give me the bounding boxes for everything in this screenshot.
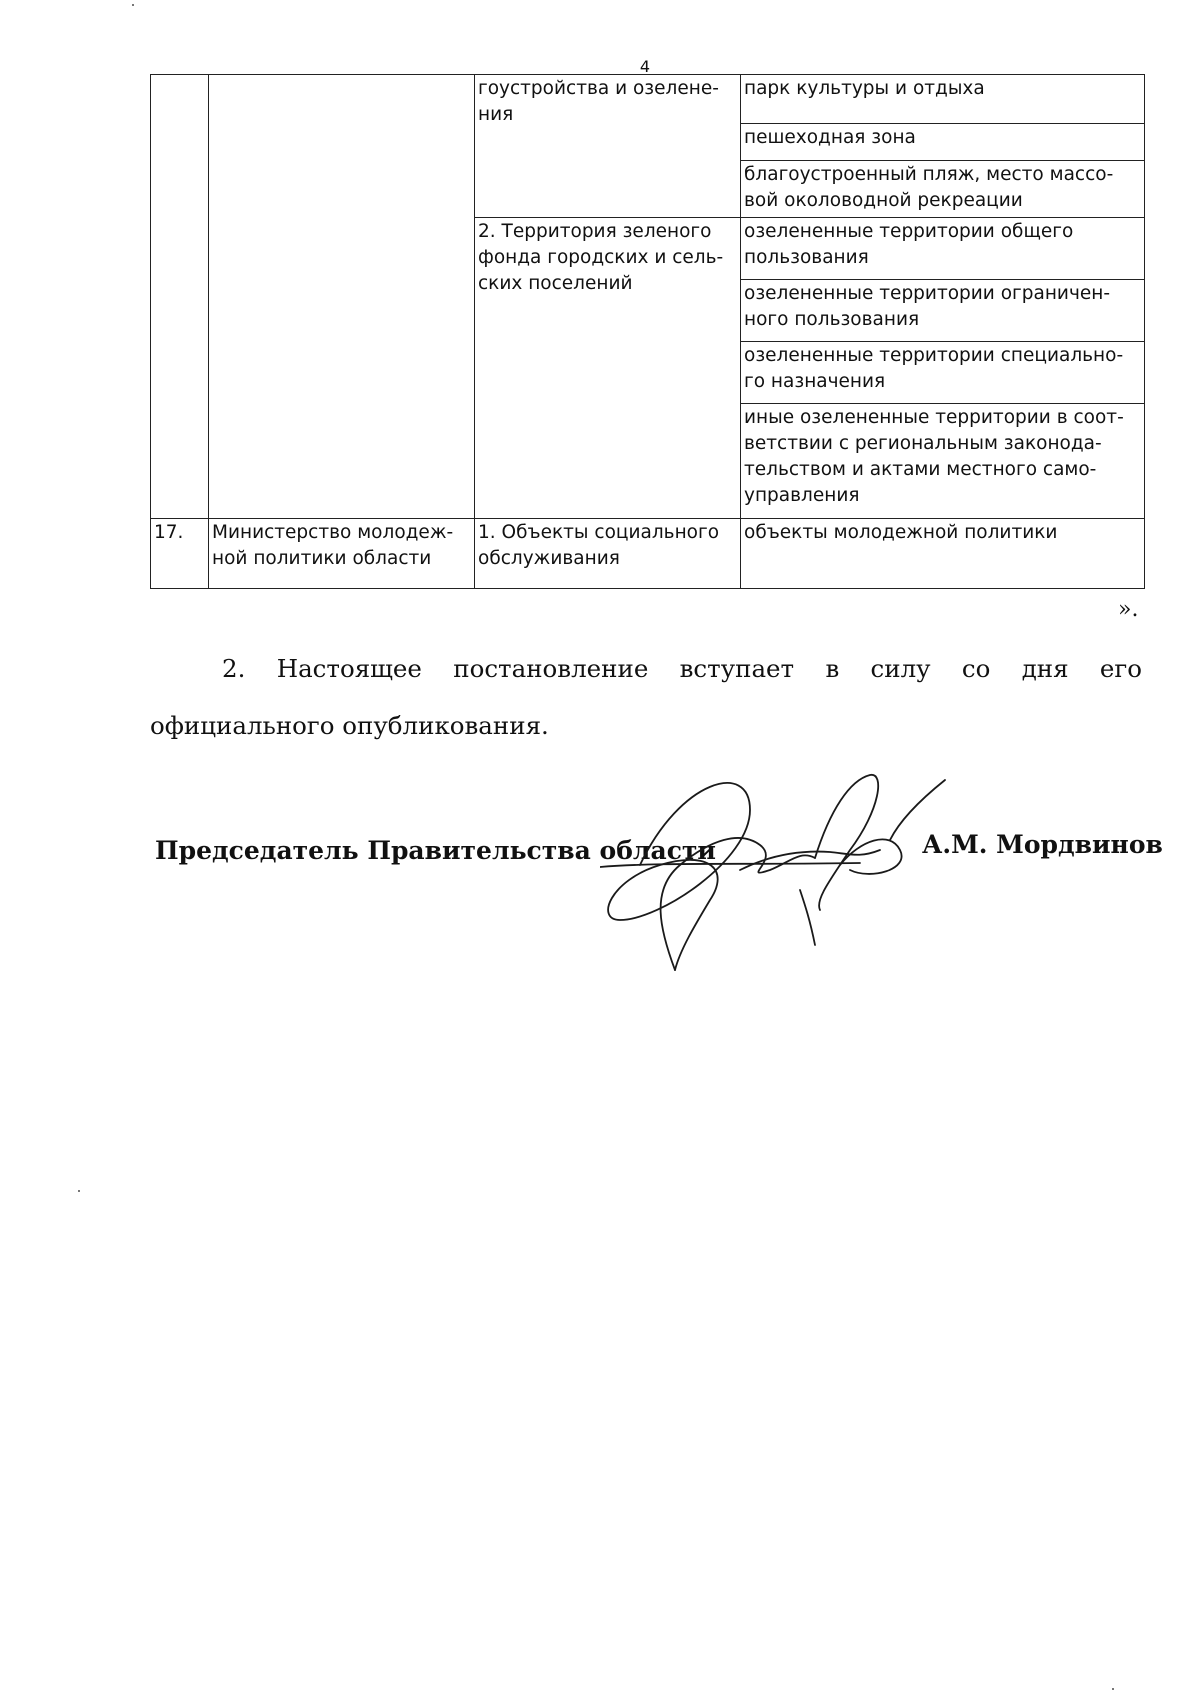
object-cell: иные озелененные территории в соот- ветствии с региональным законода- тельством и актами местного само- управления (741, 404, 1145, 519)
object-cell: озелененные территории специально- го назначения (741, 342, 1145, 404)
ministry-cell: Министерство молодеж- ной политики области (209, 519, 475, 589)
object-cell: парк культуры и отдыха (741, 75, 1145, 124)
scan-artifact (1112, 1688, 1114, 1690)
object-cell: озелененные территории ограничен- ного пользования (741, 280, 1145, 342)
category-cell: 1. Объекты социального обслуживания (475, 519, 741, 589)
number-cell (151, 75, 209, 519)
page-number: 4 (639, 57, 651, 76)
object-cell: пешеходная зона (741, 124, 1145, 161)
category-cell: 2. Территория зеленого фонда городских и сель- ских поселений (475, 218, 741, 519)
closing-quote: ». (1118, 597, 1139, 622)
table-row (151, 519, 1145, 589)
number-cell: 17. (151, 519, 209, 589)
regulation-table (150, 74, 1145, 589)
ministry-cell (209, 75, 475, 519)
effective-date-paragraph: 2. Настоящее постановление вступает в силу со дня его официального опубликования. (150, 654, 1142, 740)
table-row (151, 75, 1145, 124)
category-cell: гоустройства и озелене- ния (475, 75, 741, 218)
scan-artifact (78, 1190, 80, 1192)
signatory-name: А.М. Мордвинов (922, 830, 1163, 859)
object-cell: благоустроенный пляж, место массо- вой околоводной рекреации (741, 161, 1145, 218)
object-cell: озелененные территории общего пользования (741, 218, 1145, 280)
object-cell: объекты молодежной политики (741, 519, 1145, 589)
signatory-title: Председатель Правительства области (155, 836, 716, 865)
scan-artifact (132, 4, 134, 6)
handwritten-signature (600, 770, 960, 980)
